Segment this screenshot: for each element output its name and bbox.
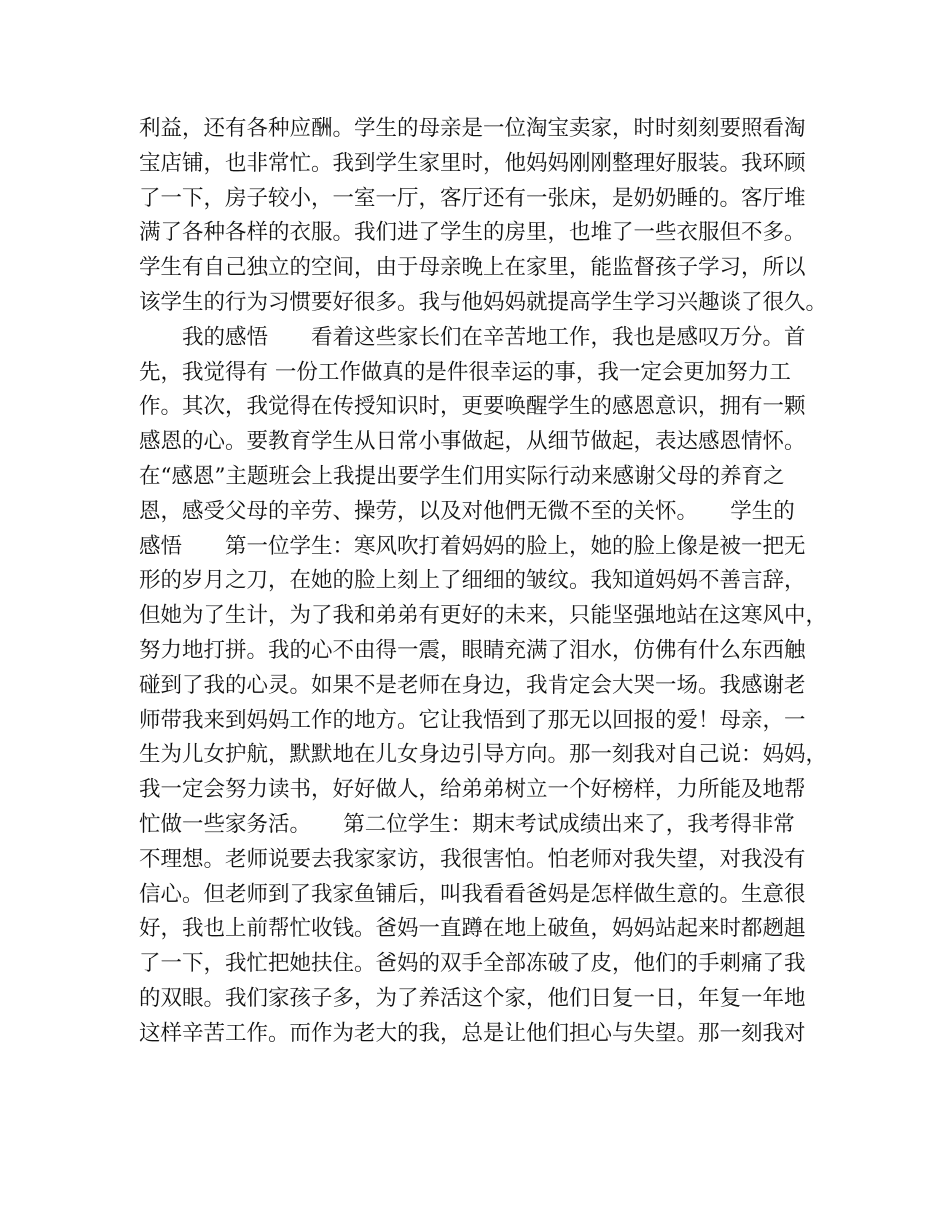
body-text xyxy=(139,112,829,1052)
text-line: 宝店铺，也非常忙。我到学生家里时，他妈妈刚刚整理好服装。我环顾 xyxy=(139,150,806,176)
text-line: 生为儿女护航，默默地在儿女身边引导方向。那一刻我对自己说：妈妈， xyxy=(139,742,828,768)
text-line: 努力地打拼。我的心不由得一震，眼睛充满了泪水，仿佛有什么东西触 xyxy=(139,637,806,663)
text-line: 碰到了我的心灵。如果不是老师在身边，我肯定会大哭一场。我感谢老 xyxy=(139,672,806,698)
text-line: 利益，还有各种应酬。学生的母亲是一位淘宝卖家，时时刻刻要照看淘 xyxy=(139,116,806,141)
text-line: 这样辛苦工作。而作为老大的我，总是让他们担心与失望。那一刻我对 xyxy=(139,1020,806,1046)
text-line: 恩，感受父母的辛劳、操劳，以及对他們无微不至的关怀。 学生的 xyxy=(139,498,795,524)
text-line: 形的岁月之刀，在她的脸上刻上了细细的皱纹。我知道妈妈不善言辞， xyxy=(139,568,806,594)
text-line: 作。其次，我觉得在传授知识时，更要唤醒学生的感恩意识，拥有一颗 xyxy=(139,394,806,420)
text-line: 信心。但老师到了我家鱼铺后，叫我看看爸妈是怎样做生意的。生意很 xyxy=(139,881,806,907)
text-line: 不理想。老师说要去我家家访，我很害怕。怕老师对我失望，对我没有 xyxy=(139,846,806,872)
text-line: 了一下，房子较小，一室一厅，客厅还有一张床，是奶奶睡的。客厅堆 xyxy=(139,185,806,211)
text-line: 该学生的行为习惯要好很多。我与他妈妈就提高学生学习兴趣谈了很久。 xyxy=(139,289,828,315)
text-line: 师带我来到妈妈工作的地方。它让我悟到了那无以回报的爱！母亲，一 xyxy=(139,707,806,733)
text-line: 学生有自己独立的空间，由于母亲晚上在家里，能监督孩子学习，所以 xyxy=(139,255,806,281)
text-line-indented: 我的感悟 看着这些家长们在辛苦地工作，我也是感叹万分。首 xyxy=(182,324,806,350)
text-line: 先，我觉得有 一份工作做真的是件很幸运的事，我一定会更加努力工 xyxy=(139,359,791,385)
text-line: 忙做一些家务活。 第二位学生：期末考试成绩出来了，我考得非常 xyxy=(139,811,795,837)
text-line: 我一定会努力读书，好好做人，给弟弟树立一个好榜样，力所能及地帮 xyxy=(139,777,806,803)
text-line: 了一下，我忙把她扶住。爸妈的双手全部冻破了皮，他们的手刺痛了我 xyxy=(139,951,806,977)
text-line: 感恩的心。要教育学生从日常小事做起，从细节做起，表达感恩情怀。 xyxy=(139,429,806,455)
text-line: 满了各种各样的衣服。我们进了学生的房里，也堆了一些衣服但不多。 xyxy=(139,220,806,246)
text-line: 感悟 第一位学生：寒风吹打着妈妈的脸上，她的脸上像是被一把无 xyxy=(139,533,806,559)
text-line: 但她为了生计，为了我和弟弟有更好的未来，只能坚强地站在这寒风中， xyxy=(139,603,828,629)
text-line: 好，我也上前帮忙收钱。爸妈一直蹲在地上破鱼，妈妈站起来时都趔趄 xyxy=(139,916,806,942)
text-line: 的双眼。我们家孩子多，为了养活这个家，他们日复一日，年复一年地 xyxy=(139,985,806,1011)
text-line: 在“感恩”主题班会上我提出要学生们用实际行动来感谢父母的养育之 xyxy=(139,463,785,489)
